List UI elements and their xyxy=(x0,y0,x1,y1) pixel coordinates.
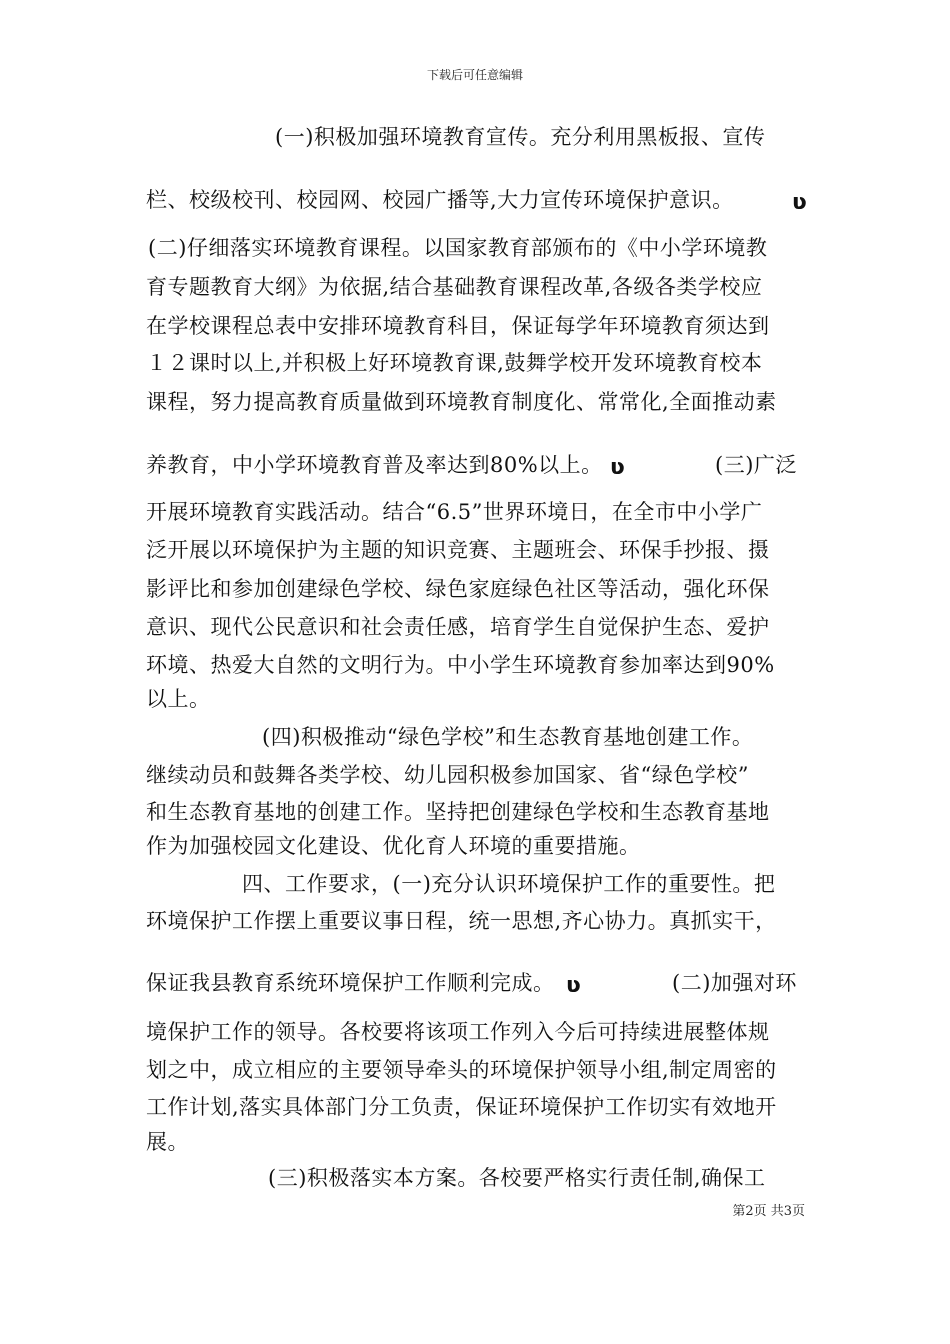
text-line-20: 环境保护工作摆上重要议事日程，统一思想,齐心协力。真抓实干， xyxy=(146,909,777,933)
text-line-21b: (二)加强对环 xyxy=(672,971,797,995)
text-line-1: (一)积极加强环境教育宣传。充分利用黑板报、宣传 xyxy=(275,125,766,149)
text-line-5: 在学校课程总表中安排环境教育科目，保证每学年环境教育须达到 xyxy=(146,314,770,338)
text-line-22: 境保护工作的领导。各校要将该项工作列入今后可持续进展整体规 xyxy=(146,1020,770,1044)
text-line-23: 划之中，成立相应的主要领导牵头的环境保护领导小组,制定周密的 xyxy=(146,1058,777,1082)
text-line-9: 开展环境教育实践活动。结合“6.5”世界环境日，在全市中小学广 xyxy=(146,500,763,524)
text-line-12: 意识、现代公民意识和社会责任感，培育学生自觉保护生态、爱护 xyxy=(146,615,770,639)
text-line-2: 栏、校级校刊、校园网、校园广播等,大力宣传环境保护意识。 xyxy=(146,188,734,212)
text-line-24: 工作计划,落实具体部门分工负责，保证环境保护工作切实有效地开 xyxy=(146,1095,777,1119)
text-line-11: 影评比和参加创建绿色学校、绿色家庭绿色社区等活动，强化环保 xyxy=(146,577,770,601)
text-line-4: 育专题教育大纲》为依据,结合基础教育课程改革,各级各类学校应 xyxy=(146,275,763,299)
text-line-26: (三)积极落实本方案。各校要严格实行责任制,确保工 xyxy=(268,1166,766,1190)
text-line-8b: (三)广泛 xyxy=(715,453,797,477)
text-line-14: 以上。 xyxy=(146,687,211,711)
text-line-3: (二)仔细落实环境教育课程。以国家教育部颁布的《中小学环境教 xyxy=(148,236,768,260)
text-line-10: 泛开展以环境保护为主题的知识竞赛、主题班会、环保手抄报、摄 xyxy=(146,538,770,562)
text-line-8: 养教育，中小学环境教育普及率达到80%以上。 xyxy=(146,453,603,477)
text-line-16: 继续动员和鼓舞各类学校、幼儿园积极参加国家、省“绿色学校” xyxy=(146,763,749,787)
text-line-25: 展。 xyxy=(146,1130,189,1154)
paragraph-return-mark: ʋ xyxy=(792,190,808,215)
paragraph-return-mark: ʋ xyxy=(566,973,582,998)
text-line-17: 和生态教育基地的创建工作。坚持把创建绿色学校和生态教育基地 xyxy=(146,800,770,824)
text-line-19: 四、工作要求，(一)充分认识环境保护工作的重要性。把 xyxy=(242,872,776,896)
text-line-15: (四)积极推动“绿色学校”和生态教育基地创建工作。 xyxy=(262,725,754,749)
page-header: 下载后可任意编辑 xyxy=(426,68,523,82)
text-line-18: 作为加强校园文化建设、优化育人环境的重要措施。 xyxy=(146,834,641,858)
text-line-21: 保证我县教育系统环境保护工作顺利完成。 xyxy=(146,971,555,995)
text-line-7: 课程，努力提高教育质量做到环境教育制度化、常常化,全面推动素 xyxy=(146,390,777,414)
page-footer: 第2页 共3页 xyxy=(732,1204,805,1219)
paragraph-return-mark: ʋ xyxy=(610,455,626,480)
text-line-6: １２课时以上,并积极上好环境教育课,鼓舞学校开发环境教育校本 xyxy=(146,351,763,375)
text-line-13: 环境、热爱大自然的文明行为。中小学生环境教育参加率达到90% xyxy=(146,653,775,677)
